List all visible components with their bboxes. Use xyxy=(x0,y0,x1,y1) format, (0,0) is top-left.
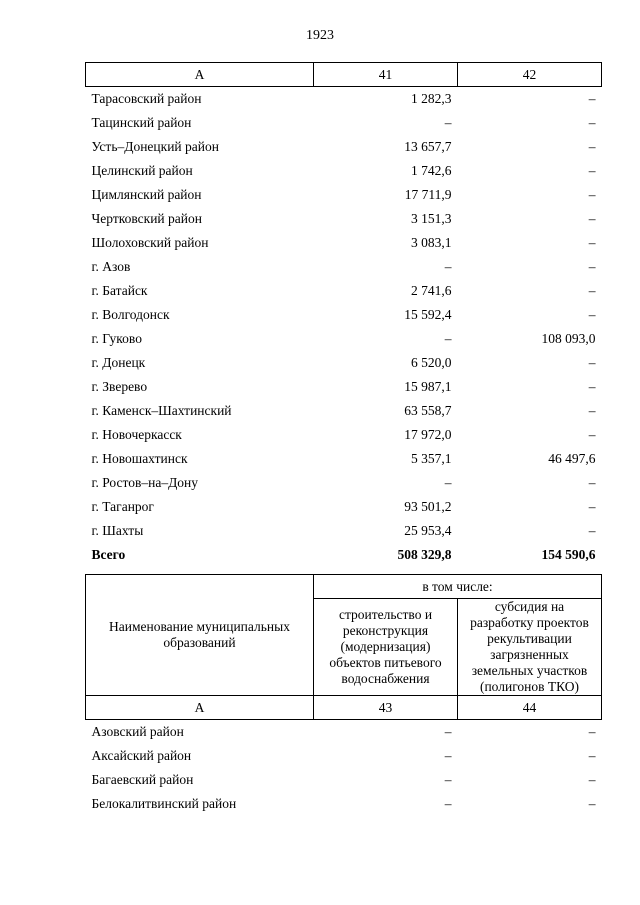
municipality-name: Усть–Донецкий район xyxy=(91,139,219,154)
table-row xyxy=(86,792,602,816)
table-row xyxy=(86,303,602,327)
value-c42: – xyxy=(588,403,596,418)
value-c42: – xyxy=(588,211,596,226)
value-c41: 17 711,9 xyxy=(404,187,452,202)
value-c41: – xyxy=(444,259,452,274)
value-c42: 46 497,6 xyxy=(548,451,596,466)
value-c43: – xyxy=(444,772,452,787)
column-header-42: 42 xyxy=(458,63,602,87)
municipality-name: г. Донецк xyxy=(91,355,146,370)
value-c42: 108 093,0 xyxy=(541,331,596,346)
table-row xyxy=(86,519,602,543)
page-number: 1923 xyxy=(306,28,334,43)
value-c41: 3 151,3 xyxy=(411,211,452,226)
municipality-column-header: Наименование муниципальных образований xyxy=(86,575,314,696)
value-c41: 25 953,4 xyxy=(404,523,452,538)
value-c42: – xyxy=(588,115,596,130)
value-c41: 1 742,6 xyxy=(411,163,452,178)
table-row xyxy=(86,447,602,471)
municipality-name: Цимлянский район xyxy=(91,187,202,202)
municipality-name: Шолоховский район xyxy=(91,235,209,250)
municipality-name: Тарасовский район xyxy=(91,91,202,106)
table-row xyxy=(86,183,602,207)
value-c42: – xyxy=(588,427,596,442)
value-c44: – xyxy=(588,796,596,811)
municipality-name: Чертковский район xyxy=(91,211,202,226)
municipality-name: Белокалитвинский район xyxy=(91,796,237,811)
table-row xyxy=(86,111,602,135)
table-row xyxy=(86,87,602,112)
table-row xyxy=(86,135,602,159)
table-row xyxy=(86,744,602,768)
value-c43: – xyxy=(444,796,452,811)
table-header-row xyxy=(86,63,602,87)
municipality-name: Целинский район xyxy=(91,163,193,178)
municipality-name: Тацинский район xyxy=(91,115,192,130)
municipality-name: Аксайский район xyxy=(91,748,192,763)
value-c42: – xyxy=(588,235,596,250)
value-c44: – xyxy=(588,772,596,787)
index-a: А xyxy=(86,696,314,720)
table-header-section xyxy=(85,574,602,816)
value-c44: – xyxy=(588,724,596,739)
value-c42: – xyxy=(588,139,596,154)
table-row xyxy=(86,327,602,351)
municipality-name: г. Батайск xyxy=(91,283,148,298)
value-c44: – xyxy=(588,748,596,763)
value-c41: 17 972,0 xyxy=(404,427,452,442)
value-c41: – xyxy=(444,115,452,130)
value-c41: 1 282,3 xyxy=(411,91,452,106)
value-c42: – xyxy=(588,163,596,178)
municipality-name: Всего xyxy=(91,547,126,562)
table-continuation xyxy=(85,62,602,567)
column-header-a: А xyxy=(86,63,314,87)
municipality-name: г. Новочеркасск xyxy=(91,427,182,442)
municipality-name: г. Волгодонск xyxy=(91,307,170,322)
table-row xyxy=(86,720,602,745)
table-row xyxy=(86,495,602,519)
municipality-name: г. Азов xyxy=(91,259,131,274)
table-row xyxy=(86,159,602,183)
table-row xyxy=(86,351,602,375)
table-row xyxy=(86,231,602,255)
municipality-name: Азовский район xyxy=(91,724,184,739)
table-row xyxy=(86,375,602,399)
value-c42: – xyxy=(588,259,596,274)
value-c41: 63 558,7 xyxy=(404,403,452,418)
column-header-41: 41 xyxy=(314,63,458,87)
group-header: в том числе: xyxy=(314,575,602,599)
value-c41: – xyxy=(444,331,452,346)
municipality-name: г. Каменск–Шахтинский xyxy=(91,403,232,418)
column-header-43: строительство и реконструкция (модернизация) объектов питьевого водоснабжения xyxy=(314,599,458,696)
value-c42: – xyxy=(588,283,596,298)
value-c42: – xyxy=(588,475,596,490)
table-index-row xyxy=(86,696,602,720)
value-c41: 15 592,4 xyxy=(404,307,452,322)
value-c41: 15 987,1 xyxy=(404,379,452,394)
table-row xyxy=(86,471,602,495)
value-c43: – xyxy=(444,748,452,763)
value-c42: – xyxy=(588,523,596,538)
index-44: 44 xyxy=(458,696,602,720)
value-c43: – xyxy=(444,724,452,739)
value-c41: 5 357,1 xyxy=(411,451,452,466)
municipality-name: г. Гуково xyxy=(91,331,142,346)
value-c42: – xyxy=(588,499,596,514)
municipality-name: Багаевский район xyxy=(91,772,194,787)
table-row xyxy=(86,399,602,423)
value-c41: 2 741,6 xyxy=(411,283,452,298)
table-row xyxy=(86,207,602,231)
municipality-name: г. Шахты xyxy=(91,523,144,538)
table-row xyxy=(86,255,602,279)
value-c42: – xyxy=(588,187,596,202)
value-c41: 93 501,2 xyxy=(404,499,452,514)
value-c41: – xyxy=(444,475,452,490)
municipality-name: г. Зверево xyxy=(91,379,148,394)
table-row xyxy=(86,423,602,447)
table-row xyxy=(86,279,602,303)
column-header-44: субсидия на разработку проектов рекультивации загрязненных земельных участков (полигонов ТКО) xyxy=(458,599,602,696)
value-c42: – xyxy=(588,379,596,394)
value-c41: 6 520,0 xyxy=(411,355,452,370)
index-43: 43 xyxy=(314,696,458,720)
table-row xyxy=(86,768,602,792)
value-c41: 508 329,8 xyxy=(397,547,452,562)
value-c42: – xyxy=(588,307,596,322)
value-c41: 13 657,7 xyxy=(404,139,452,154)
value-c42: – xyxy=(588,355,596,370)
municipality-name: г. Таганрог xyxy=(91,499,154,514)
value-c41: 3 083,1 xyxy=(411,235,452,250)
value-c42: 154 590,6 xyxy=(541,547,596,562)
municipality-name: г. Новошахтинск xyxy=(91,451,188,466)
value-c42: – xyxy=(588,91,596,106)
municipality-name: г. Ростов–на–Дону xyxy=(91,475,199,490)
total-row xyxy=(86,543,602,567)
